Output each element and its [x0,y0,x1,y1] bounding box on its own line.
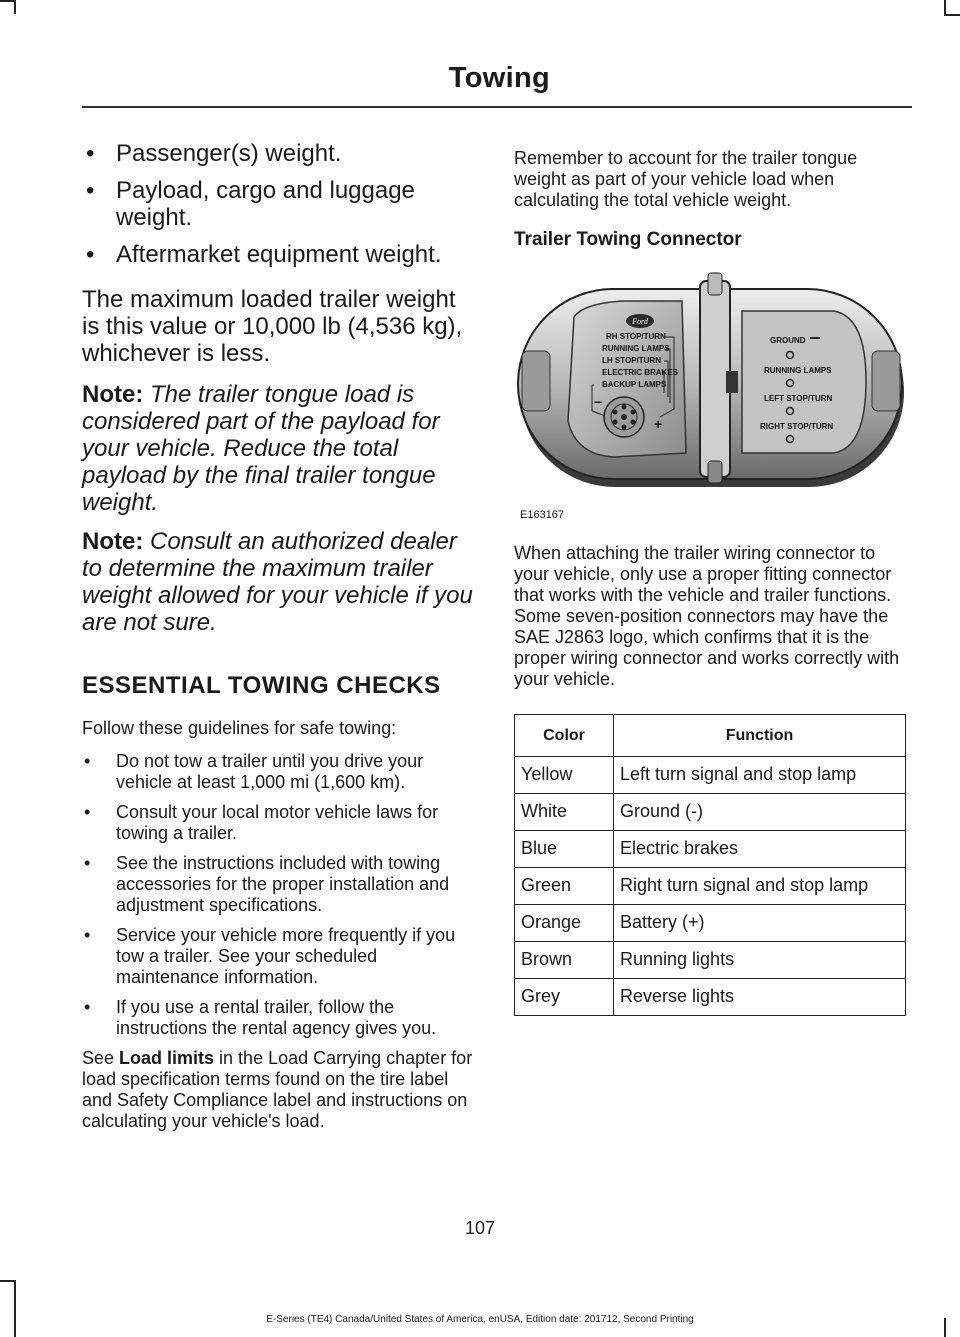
load-limits-link[interactable]: Load limits [119,1048,215,1068]
crop-mark [14,0,16,14]
figure-id: E163167 [520,509,565,521]
note-consult-dealer: Note: Consult an authorized dealer to determine the maximum trailer weight allowed for your vehicle if you are not sure. [82,528,473,636]
column-header-color: Color [515,715,614,757]
table-row: White Ground (-) [515,794,906,831]
pin-label: ELECTRIC BRAKES [602,368,679,377]
terminal-label: LEFT STOP/TURN [764,394,833,403]
right-column [514,148,908,1016]
crop-mark [944,14,960,16]
note-tongue-load: Note: The trailer tongue load is considered part of the payload for your vehicle. Reduce the total payload by the final trailer tongue weight. [82,381,440,516]
load-limits-reference: See Load limits in the Load Carrying chapter for load specification terms found on the tire label and Safety Compliance label and instructions on calculating your vehicle's load. [82,1048,473,1131]
list-item: • Consult your local motor vehicle laws for towing a trailer. [84,802,439,843]
terminal-label: RUNNING LAMPS [764,366,832,375]
remember-text: Remember to account for the trailer tongue weight as part of your vehicle load when calculating the total vehicle weight. [514,148,858,210]
list-item: • Aftermarket equipment weight. [86,241,442,268]
svg-text:Ford: Ford [632,317,648,326]
towing-checks-list [82,751,477,1039]
terminal-label: GROUND [770,336,806,345]
crop-mark [0,1280,14,1282]
footer-edition: E-Series (TE4) Canada/United States of America, enUSA, Edition date: 201712, Second Printing [266,1314,694,1325]
pin-label: RUNNING LAMPS [602,344,670,353]
list-item: • Do not tow a trailer until you drive your vehicle at least 1,000 mi (1,600 km). [84,751,424,792]
minus-terminal: − [594,394,603,410]
list-item: • Service your vehicle more frequently if you tow a trailer. See your scheduled maintenance information. [84,925,456,987]
pin-label: RH STOP/TURN [606,332,666,341]
section-heading: ESSENTIAL TOWING CHECKS [82,672,441,699]
list-item: • Passenger(s) weight. [86,140,342,167]
list-item: • If you use a rental trailer, follow the instructions the rental agency gives you. [84,997,437,1038]
table-row: Orange Battery (+) [515,905,906,942]
header-divider [82,106,912,108]
table-row: Grey Reverse lights [515,979,906,1016]
weight-bullet-list [82,140,477,268]
max-weight-text: The maximum loaded trailer weight is this value or 10,000 lb (4,536 kg), whichever is less. [82,286,463,367]
connector-heading: Trailer Towing Connector [514,229,742,250]
table-row: Blue Electric brakes [515,831,906,868]
page-title: Towing [448,62,550,94]
table-row: Green Right turn signal and stop lamp [515,868,906,905]
crop-mark [14,1280,16,1337]
trailer-connector-illustration [514,271,908,501]
connector-function-table [514,714,906,1016]
page-number: 107 [464,1218,496,1238]
plus-terminal: + [654,416,663,432]
terminal-label: RIGHT STOP/TURN [760,422,834,431]
table-row: Yellow Left turn signal and stop lamp [515,757,906,794]
attaching-text: When attaching the trailer wiring connector to your vehicle, only use a proper fitting connector that works with the vehicle and trailer functions. Some seven-position connectors may have the SAE J2863 logo, which confirms that it is the proper wiring connector and works correctly with your vehicle. [514,543,900,689]
crop-mark [944,0,946,14]
intro-text: Follow these guidelines for safe towing: [82,718,397,738]
left-column [82,140,477,1144]
crop-mark [0,0,14,2]
pin-label: BACKUP LAMPS [602,380,667,389]
pin-label: LH STOP/TURN [602,356,661,365]
column-header-function: Function [614,715,906,757]
list-item: • See the instructions included with towing accessories for the proper installation and adjustment specifications. [84,853,450,915]
list-item: • Payload, cargo and luggage weight. [86,177,415,231]
trailer-connector-figure [514,271,908,521]
table-row: Brown Running lights [515,942,906,979]
